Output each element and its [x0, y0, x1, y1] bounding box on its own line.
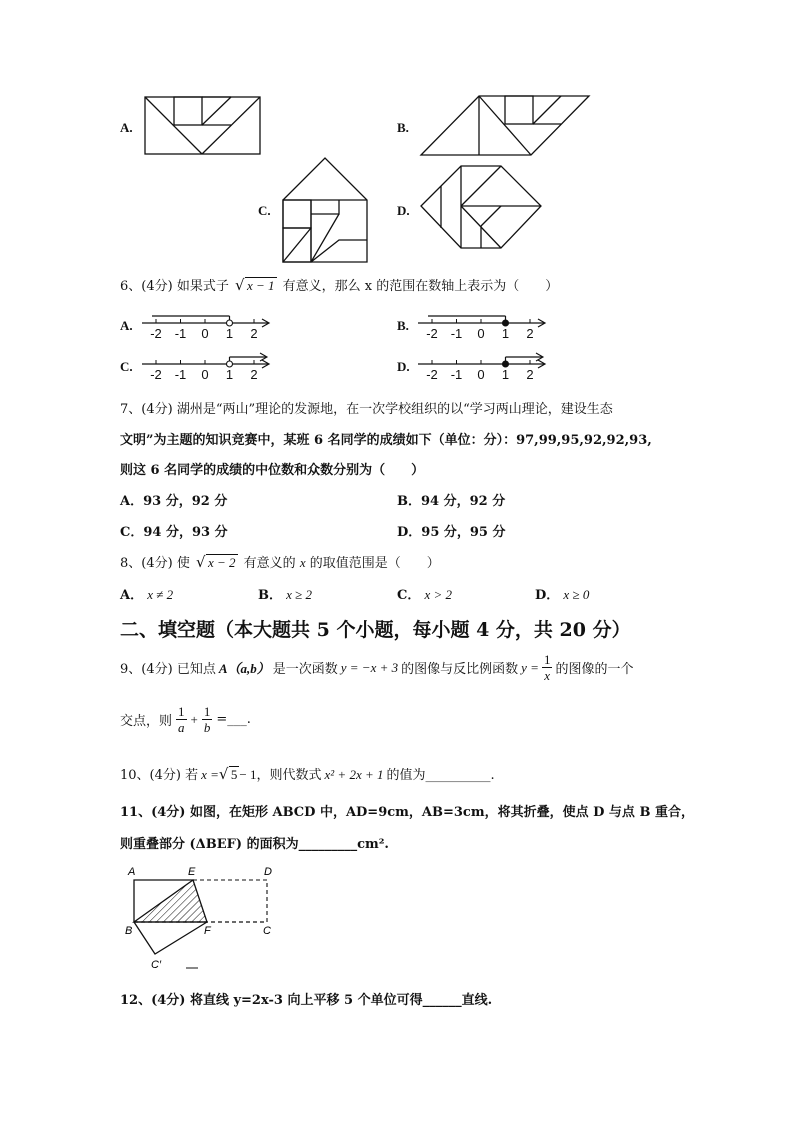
q10-expr2: x² + 2x + 1 [324, 767, 384, 782]
q9-line2 [120, 704, 251, 735]
number-line-tick-label: 2 [526, 326, 534, 341]
q9-plus: + [190, 711, 198, 727]
q11-overlap-triangle [134, 880, 207, 922]
q11-folded-flap [134, 922, 207, 954]
number-line-tick-label: 0 [477, 367, 485, 382]
number-line-tick-label: 1 [501, 326, 510, 341]
q6-stem-prefix: 6、(4分) 如果式子 [120, 279, 229, 294]
closed-dot-icon [503, 320, 509, 326]
q8-option-d-math: x ≥ 0 [563, 587, 590, 602]
q10-radical [219, 767, 240, 783]
number-line-tick-label: -1 [450, 326, 463, 341]
q5-option-d-label: D. [397, 203, 410, 218]
q8-option-b-label: B． [258, 588, 282, 603]
q11-line2: 则重叠部分 (ΔBEF) 的面积为_________cm². [120, 837, 389, 852]
q9-stem-prefix: 9、(4分) 已知点 [120, 662, 216, 677]
q10-radical-body: 5 [230, 767, 238, 782]
number-line-tick-label: 0 [201, 326, 209, 341]
number-line-tick-label: -2 [150, 367, 162, 382]
number-line-tick-label: -1 [450, 367, 463, 382]
number-line-tick-label: -2 [150, 326, 162, 341]
q7-option-d: D．95 分，95 分 [397, 525, 506, 540]
q10-expr1-tail: − 1 [239, 767, 257, 782]
number-line-tick-label: -2 [426, 326, 438, 341]
q9-line2-suffix: =___. [216, 712, 251, 727]
q7-line1: 7、(4分) 湖州是“两山”理论的发源地，在一次学校组织的以“学习两山理论，建设生态 [120, 402, 613, 417]
q9-line1 [120, 652, 633, 683]
q6-option-d-label: D. [397, 359, 410, 374]
open-dot-icon [227, 320, 233, 326]
number-line-tick-label: 1 [501, 367, 510, 382]
q6-number-line-b [418, 308, 550, 340]
number-line-tick-label: 0 [477, 326, 485, 341]
q5-figure-d [421, 162, 541, 250]
q9-frac-b-den: b [203, 720, 211, 735]
q5-option-c-label: C. [258, 203, 271, 218]
q8-var: x [299, 555, 306, 570]
q6-option-b-label: B. [397, 318, 409, 333]
q8-option-a-math: x ≠ 2 [147, 587, 174, 602]
q8-option-a [120, 584, 173, 603]
number-line-tick-label: 2 [250, 326, 258, 341]
q7-line2: 文明”为主题的知识竞赛中，某班 6 名同学的成绩如下（单位：分）：97,99,95,92,92,93, [120, 433, 652, 448]
q11-label-b: B [125, 925, 133, 937]
q6-radical-body: x − 1 [246, 278, 275, 293]
q11-figure [124, 862, 284, 974]
q9-func1: y = −x + 3 [340, 659, 399, 675]
q5-figure-b [421, 96, 591, 156]
q8-stem-suffix: 的取值范围是（ ） [309, 556, 440, 571]
q10-stem-prefix: 10、(4分) 若 [120, 768, 199, 783]
number-line-tick-label: 2 [250, 367, 258, 382]
q8-stem [120, 552, 440, 571]
q9-frac-a-den: a [178, 720, 185, 735]
q7-option-c: C．94 分，93 分 [120, 525, 228, 540]
q8-radical-body: x − 2 [207, 555, 236, 570]
open-dot-icon [227, 361, 233, 367]
q11-label-d: D [264, 866, 272, 878]
q8-option-b-math: x ≥ 2 [286, 587, 313, 602]
q8-option-d [535, 584, 589, 603]
q10-expr1: x = [201, 767, 219, 782]
sqrt-icon: √ [195, 553, 206, 571]
q9-fraction [542, 652, 553, 683]
q9-line2-prefix: 交点，则 [120, 714, 173, 729]
q11-label-c: C [263, 925, 271, 937]
q12-line: 12、(4分) 将直线 y=2x-3 向上平移 5 个单位可得______直线. [120, 993, 493, 1008]
q11-label-c-prime: C′ [151, 959, 162, 971]
q8-option-d-label: D． [535, 588, 560, 603]
q9-mid1: 是一次函数 [272, 662, 338, 677]
number-line-tick-label: 1 [225, 326, 234, 341]
q10-mid: ，则代数式 [256, 768, 322, 783]
q9-mid2: 的图像与反比例函数 [401, 662, 519, 677]
q8-option-c-label: C． [397, 588, 421, 603]
q8-option-c [397, 584, 452, 603]
sqrt-icon: √ [218, 765, 229, 783]
number-line-tick-label: 2 [526, 367, 534, 382]
q6-radical [235, 278, 277, 294]
q6-number-line-c [142, 349, 274, 381]
q11-label-a: A [128, 866, 136, 878]
q6-option-c-label: C. [120, 359, 133, 374]
q7-line3: 则这 6 名同学的成绩的中位数和众数分别为（ ） [120, 463, 425, 478]
q8-option-b [258, 584, 312, 603]
q9-frac-den: x [544, 668, 551, 683]
q10-suffix: 的值为__________. [386, 768, 495, 783]
q5-option-a-label: A. [120, 120, 133, 135]
q9-frac-a-num: 1 [178, 704, 185, 719]
q9-suffix: 的图像的一个 [555, 662, 634, 677]
q7-option-b: B．94 分，92 分 [397, 494, 506, 509]
q9-frac-num: 1 [543, 652, 551, 667]
q10-line [120, 764, 495, 783]
q9-frac-a [176, 704, 187, 735]
q9-frac-b-num: 1 [203, 704, 211, 719]
q8-radical [196, 555, 238, 571]
q9-point: A（a,b） [218, 661, 270, 676]
sqrt-icon: √ [234, 276, 245, 294]
q5-figure-c [283, 158, 367, 264]
number-line-tick-label: 0 [201, 367, 209, 382]
q7-option-a: A．93 分，92 分 [120, 494, 228, 509]
q8-option-a-label: A． [120, 588, 144, 603]
q8-stem-mid: 有意义的 [243, 556, 296, 571]
q11-label-e: E [188, 866, 196, 878]
closed-dot-icon [503, 361, 509, 367]
q11-line1: 11、(4分) 如图，在矩形 ABCD 中，AD=9cm，AB=3cm，将其折叠，使点 D 与点 B 重合， [120, 805, 694, 820]
q5-figure-a [145, 97, 260, 154]
q6-stem [120, 275, 558, 294]
q6-number-line-d [418, 349, 550, 381]
number-line-tick-label: -2 [426, 367, 438, 382]
q11-label-f: F [204, 925, 211, 937]
q5-option-b-label: B. [397, 120, 409, 135]
number-line-tick-label: -1 [174, 367, 187, 382]
q6-stem-suffix: 有意义，那么 x 的范围在数轴上表示为（ ） [282, 279, 559, 294]
q6-number-line-a [142, 308, 274, 340]
q9-func2: y = [521, 659, 539, 675]
section-2-heading: 二、填空题（本大题共 5 个小题，每小题 4 分，共 20 分） [120, 619, 631, 641]
q9-frac-b [202, 704, 213, 735]
number-line-tick-label: 1 [225, 367, 234, 382]
q8-option-c-math: x > 2 [424, 587, 453, 602]
number-line-tick-label: -1 [174, 326, 187, 341]
q8-stem-prefix: 8、(4分) 使 [120, 556, 190, 571]
q6-option-a-label: A. [120, 318, 133, 333]
